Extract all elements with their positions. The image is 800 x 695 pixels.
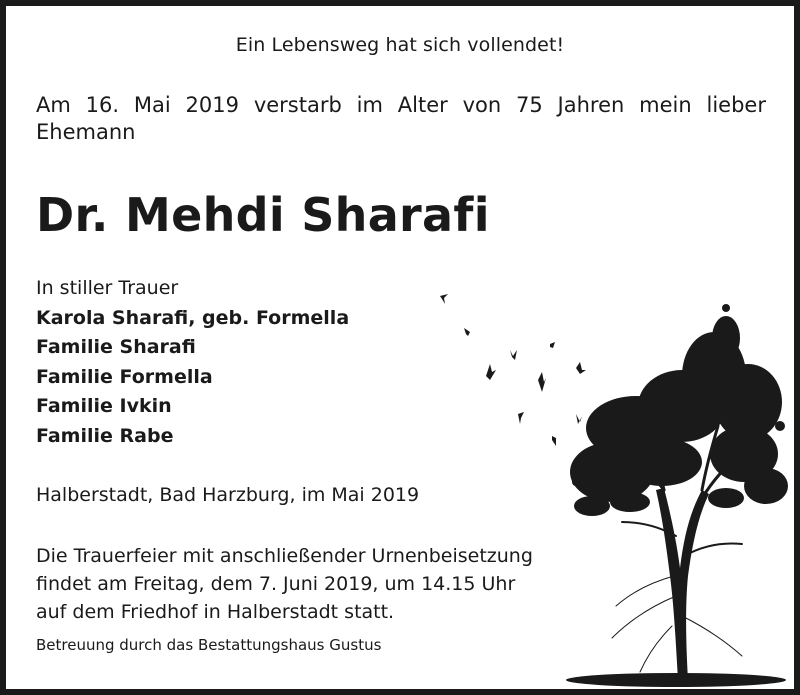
ceremony-line: Die Trauerfeier mit anschließender Urnenbeisetzung xyxy=(36,545,533,567)
mourners-block xyxy=(36,274,349,451)
tree-with-birds-icon xyxy=(426,276,792,688)
place-date: Halberstadt, Bad Harzburg, im Mai 2019 xyxy=(36,484,420,506)
funeral-home: Betreuung durch das Bestattungshaus Gustus xyxy=(36,636,382,654)
mourner-name: Familie Sharafi xyxy=(36,336,196,358)
mourner-name: Familie Rabe xyxy=(36,424,174,447)
mourner-name: Familie Formella xyxy=(36,365,213,388)
mourners-intro: In stiller Trauer xyxy=(36,277,179,299)
mourner-name: Familie Ivkin xyxy=(36,395,172,417)
ceremony-line: findet am Freitag, dem 7. Juni 2019, um 14.15 Uhr xyxy=(36,573,516,595)
ceremony-line: auf dem Friedhof in Halberstadt statt. xyxy=(36,601,395,623)
headline: Ein Lebensweg hat sich vollendet! xyxy=(235,34,565,56)
intro-text: Am 16. Mai 2019 verstarb im Alter von 75 Jahren mein lieber Ehemann xyxy=(36,93,766,144)
deceased-name: Dr. Mehdi Sharafi xyxy=(36,188,490,242)
mourner-name: Karola Sharafi, geb. Formella xyxy=(36,306,350,329)
